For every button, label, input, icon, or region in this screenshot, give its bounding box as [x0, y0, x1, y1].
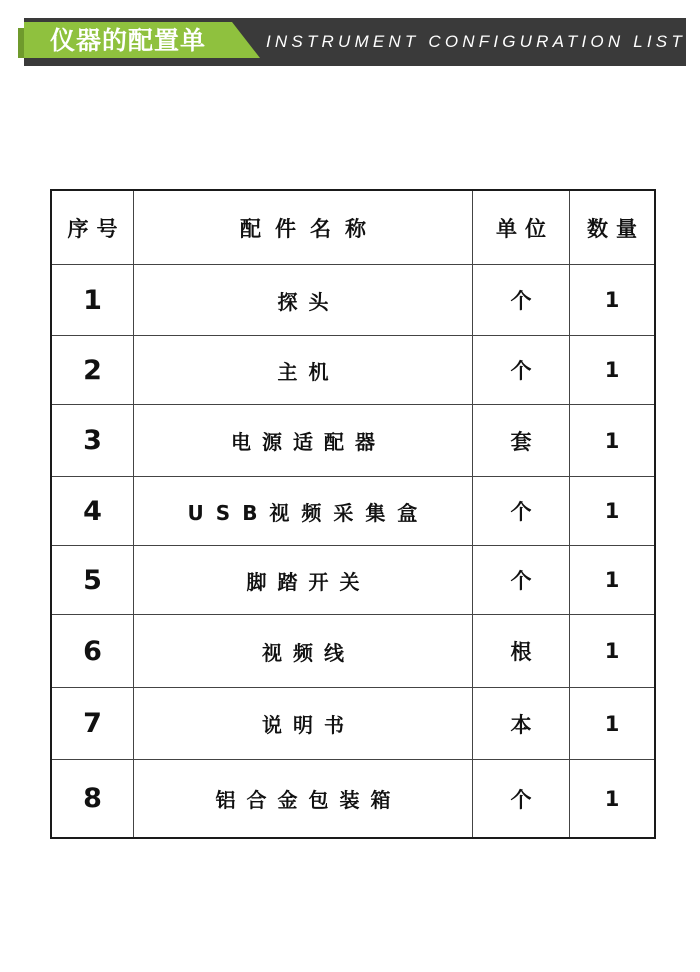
item-unit: 本: [473, 688, 570, 759]
item-unit: 根: [473, 615, 570, 687]
item-qty: 1: [604, 568, 620, 592]
item-qty: 1: [604, 428, 620, 453]
item-unit: 套: [473, 405, 570, 476]
item-name: 主机: [134, 336, 473, 404]
row-number: 6: [52, 615, 134, 687]
header-qty: 数量: [587, 216, 645, 241]
row-number: 4: [52, 477, 134, 545]
row-number: 1: [52, 265, 134, 335]
item-qty: 1: [604, 639, 620, 663]
row-number: 5: [52, 546, 134, 614]
page-subtitle: INSTRUMENT CONFIGURATION LIST: [266, 32, 686, 51]
table-row: [52, 688, 654, 760]
item-qty: 1: [604, 786, 620, 811]
item-unit: 个: [473, 336, 570, 404]
table-header-row: [52, 191, 654, 265]
item-qty: 1: [604, 358, 620, 382]
item-unit: 个: [473, 265, 570, 335]
row-number: 3: [52, 405, 134, 476]
item-unit: 个: [473, 477, 570, 545]
header-name: 配件名称: [134, 191, 473, 264]
item-name: USB视频采集盒: [134, 477, 473, 545]
item-name: 探头: [134, 265, 473, 335]
item-qty: 1: [604, 288, 620, 312]
item-unit: 个: [473, 546, 570, 614]
header-unit: 单位: [473, 191, 570, 264]
table-row: [52, 546, 654, 615]
item-qty: 1: [604, 499, 620, 523]
table-row: [52, 477, 654, 546]
table-row: [52, 760, 654, 837]
row-number: 8: [52, 760, 134, 837]
item-unit: 个: [473, 760, 570, 837]
row-number: 7: [52, 688, 134, 759]
table-row: [52, 336, 654, 405]
page-title: 仪器的配置单: [50, 26, 207, 55]
item-name: 说明书: [134, 688, 473, 759]
row-number: 2: [52, 336, 134, 404]
table-row: [52, 265, 654, 336]
item-name: 视频线: [134, 615, 473, 687]
item-name: 电源适配器: [134, 405, 473, 476]
header-banner: [24, 18, 686, 66]
table-row: [52, 405, 654, 477]
item-name: 脚踏开关: [134, 546, 473, 614]
item-name: 铝合金包装箱: [134, 760, 473, 837]
header-no: 序号: [52, 191, 134, 264]
configuration-table: [50, 189, 656, 839]
table-row: [52, 615, 654, 688]
item-qty: 1: [604, 711, 620, 736]
